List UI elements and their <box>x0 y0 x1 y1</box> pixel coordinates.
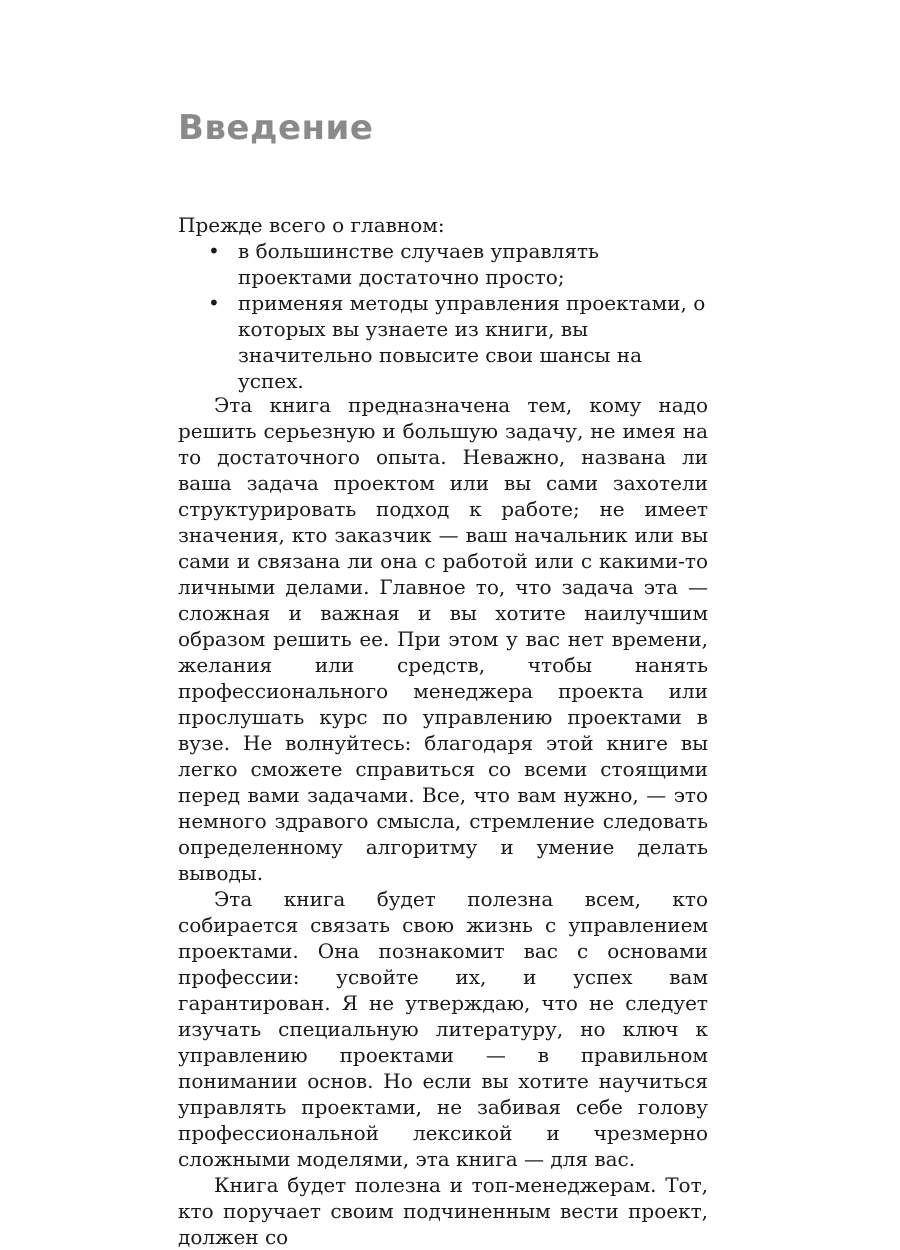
bullet-icon: • <box>208 291 220 315</box>
paragraph-career: Эта книга будет полезна всем, кто собирается связать свою жизнь с управлением проектами. Она познакомит вас с основами профессии: усвойте их, и успех вам гарантирован. Я не утверждаю, что не следует изучать специальную литературу, но ключ к управлению проектами — в правильном понимании основ. Но если вы хотите научиться управлять проектами, не забивая себе голову профессиональной лексикой и чрезмерно сложными моделями, эта книга — для вас. <box>178 887 708 1171</box>
paragraph-audience: Эта книга предназначена тем, кому надо решить серьезную и большую задачу, не имея на то достаточного опыта. Неважно, названа ли ваша задача проектом или вы сами захотели структурировать подход к работе; не имеет значения, кто заказчик — ваш начальник или вы сами и связана ли она с работой или с какими-то личными делами. Главное то, что задача эта — сложная и важная и вы хотите наилучшим образом решить ее. При этом у вас нет времени, желания или средств, чтобы нанять профессионального менеджера проекта или прослушать курс по управлению проектами в вузе. Не волнуйтесь: благодаря этой книге вы легко сможете справиться со всеми стоящими перед вами задачами. Все, что вам нужно, — это немного здравого смысла, стремление следовать определенному алгоритму и умение делать выводы. <box>178 393 708 885</box>
list-item <box>178 290 708 394</box>
bullet-text: в большинстве случаев управлять проектами достаточно просто; <box>238 239 599 289</box>
chapter-heading: Введение <box>178 108 374 148</box>
key-points-list <box>178 238 708 394</box>
paragraph-managers: Книга будет полезна и топ-менеджерам. Тот, кто поручает своим подчиненным вести проект, должен со <box>178 1173 708 1249</box>
body-text <box>178 392 708 1250</box>
bullet-text: применяя методы управления проектами, о которых вы узнаете из книги, вы значительно повысите свои шансы на успех. <box>238 291 706 393</box>
intro-line: Прежде всего о главном: <box>178 213 445 237</box>
list-item <box>178 238 708 290</box>
bullet-icon: • <box>208 239 220 263</box>
